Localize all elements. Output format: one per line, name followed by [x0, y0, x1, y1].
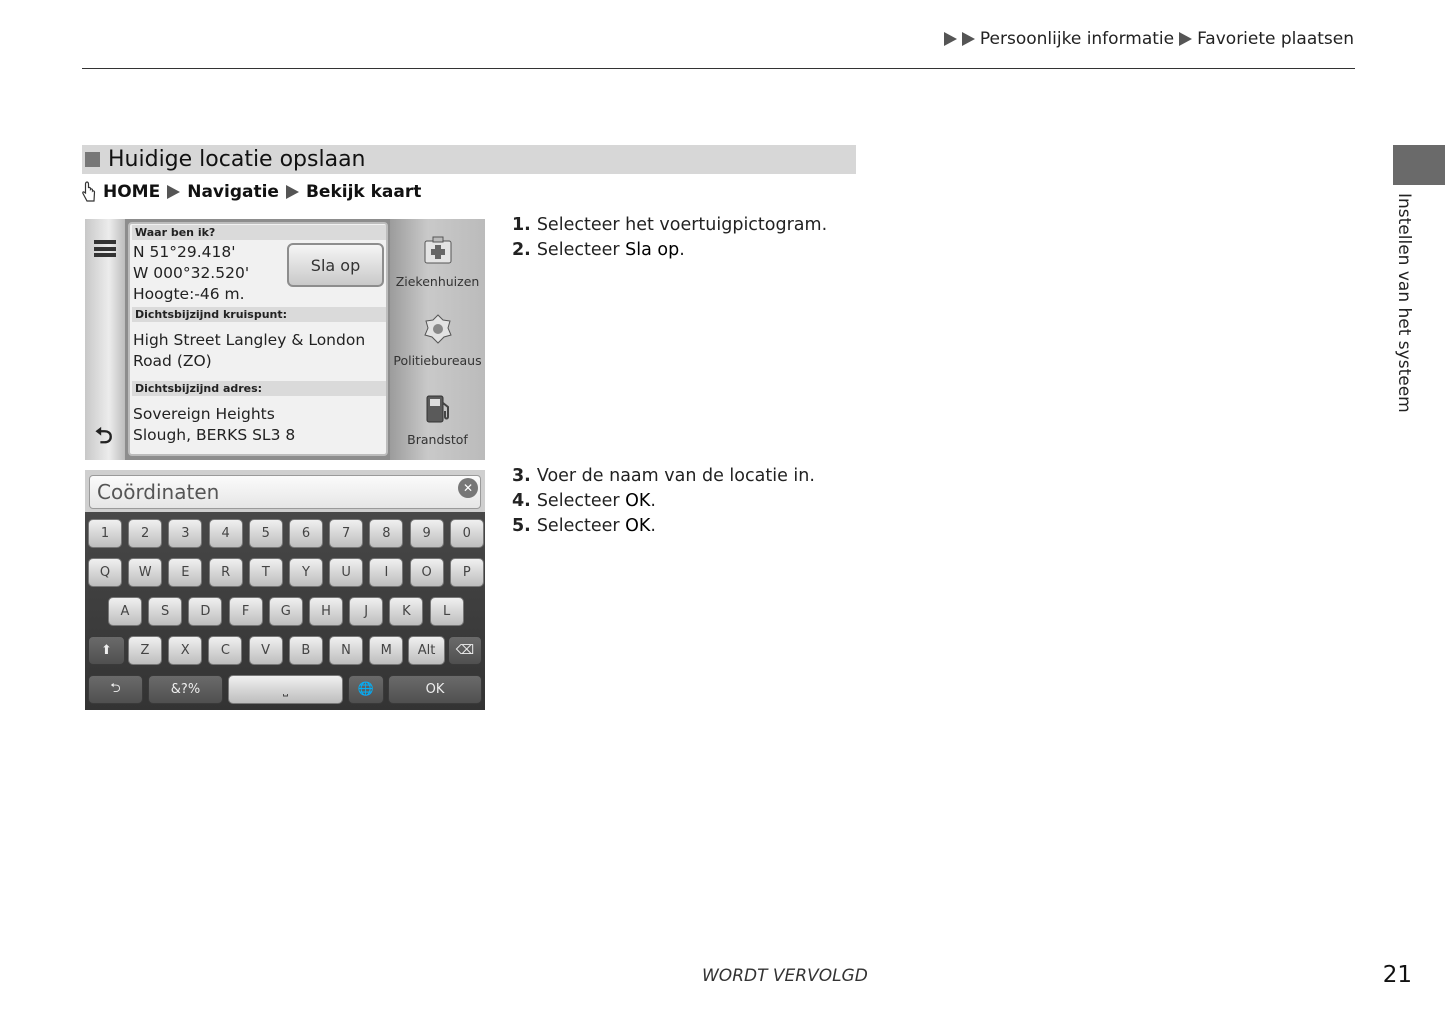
key-0[interactable]: 0 [450, 519, 484, 548]
key-b[interactable]: B [289, 636, 323, 665]
key-1[interactable]: 1 [88, 519, 122, 548]
key-x[interactable]: X [168, 636, 202, 665]
key-j[interactable]: J [349, 597, 383, 626]
chapter-tab [1393, 145, 1445, 185]
key-y[interactable]: Y [289, 558, 323, 587]
key-h[interactable]: H [309, 597, 343, 626]
key-4[interactable]: 4 [209, 519, 243, 548]
steps-group-2 [512, 464, 815, 539]
key-o[interactable]: O [410, 558, 444, 587]
backspace-icon: ⌫ [455, 643, 475, 658]
poi-label: Brandstof [407, 432, 468, 447]
fuel-pump-icon [421, 391, 455, 425]
key-c[interactable]: C [208, 636, 242, 665]
input-bar [85, 470, 485, 512]
page-number: 21 [1382, 962, 1412, 988]
chapter-label: Instellen van het systeem [1394, 193, 1414, 413]
key-7[interactable]: 7 [329, 519, 363, 548]
language-key[interactable] [348, 675, 384, 704]
nearest-intersection-header: Dichtsbijzijnd kruispunt: [132, 307, 386, 322]
intersection-line1: High Street Langley & London [133, 331, 366, 349]
key-p[interactable]: P [450, 558, 484, 587]
triangle-right-icon [167, 185, 180, 199]
back-arrow-icon[interactable]: ⮌ [95, 424, 113, 449]
keyboard-screenshot [85, 470, 485, 710]
section-title: Huidige locatie opslaan [108, 147, 366, 172]
menu-icon[interactable] [94, 240, 116, 257]
back-key[interactable] [88, 675, 143, 704]
key-q[interactable]: Q [88, 558, 122, 587]
header-breadcrumb [944, 29, 1354, 49]
symbols-key[interactable]: &?% [148, 675, 223, 704]
poi-hospitals[interactable] [390, 233, 485, 289]
key-r[interactable]: R [209, 558, 243, 587]
police-badge-icon [421, 312, 455, 346]
key-f[interactable]: F [229, 597, 263, 626]
step-5: 5. Selecteer OK. [512, 516, 656, 536]
where-am-i-screenshot [85, 219, 485, 460]
section-heading [82, 145, 856, 174]
key-a[interactable]: A [108, 597, 142, 626]
square-bullet-icon [85, 152, 100, 167]
where-am-i-header: Waar ben ik? [132, 225, 386, 240]
key-z[interactable]: Z [128, 636, 162, 665]
key-l[interactable]: L [430, 597, 464, 626]
step-4: 4. Selecteer OK. [512, 491, 656, 511]
poi-police[interactable] [390, 312, 485, 368]
backspace-key[interactable] [448, 636, 482, 665]
breadcrumb-item-personal-info[interactable]: Persoonlijke informatie [979, 29, 1175, 49]
menu-path-home: HOME [103, 182, 161, 202]
breadcrumb-item-favorites[interactable]: Favoriete plaatsen [1197, 29, 1354, 49]
key-m[interactable]: M [369, 636, 403, 665]
key-n[interactable]: N [329, 636, 363, 665]
key-w[interactable]: W [128, 558, 162, 587]
alt-key[interactable]: Alt [408, 636, 445, 665]
key-8[interactable]: 8 [369, 519, 403, 548]
space-bar-icon: ⎵ [282, 682, 289, 697]
key-u[interactable]: U [329, 558, 363, 587]
key-5[interactable]: 5 [249, 519, 283, 548]
menu-path-view-map: Bekijk kaart [305, 182, 422, 202]
address-line2: Slough, BERKS SL3 8 [133, 426, 296, 444]
steps-group-1 [512, 213, 827, 263]
key-9[interactable]: 9 [410, 519, 444, 548]
back-arrow-icon: ⮌ [110, 680, 121, 696]
key-2[interactable]: 2 [128, 519, 162, 548]
header-divider [82, 68, 1355, 69]
key-s[interactable]: S [148, 597, 182, 626]
menu-path [82, 181, 421, 203]
globe-icon: 🌐 [357, 682, 375, 697]
key-t[interactable]: T [249, 558, 283, 587]
key-6[interactable]: 6 [289, 519, 323, 548]
hospital-icon [421, 233, 455, 267]
finger-touch-icon [82, 181, 96, 203]
key-k[interactable]: K [389, 597, 423, 626]
key-e[interactable]: E [168, 558, 202, 587]
menu-path-navigation: Navigatie [187, 182, 279, 202]
triangle-right-icon [944, 32, 957, 46]
altitude-value: Hoogte:-46 m. [133, 285, 245, 303]
triangle-right-icon [1179, 32, 1192, 46]
triangle-right-icon [962, 32, 975, 46]
key-3[interactable]: 3 [168, 519, 202, 548]
shift-key[interactable] [88, 636, 125, 665]
key-v[interactable]: V [249, 636, 283, 665]
poi-label: Ziekenhuizen [395, 274, 480, 289]
intersection-line2: Road (ZO) [133, 352, 212, 370]
key-d[interactable]: D [188, 597, 222, 626]
longitude-value: W 000°32.520' [133, 264, 250, 282]
key-i[interactable]: I [369, 558, 403, 587]
key-g[interactable]: G [269, 597, 303, 626]
triangle-right-icon [286, 185, 299, 199]
space-key[interactable] [228, 675, 343, 704]
location-info-panel [128, 222, 388, 456]
name-input[interactable]: Coördinaten [89, 475, 481, 509]
step-1: 1. Selecteer het voertuigpictogram. [512, 215, 828, 235]
poi-fuel[interactable] [390, 391, 485, 447]
address-line1: Sovereign Heights [133, 405, 275, 423]
save-button[interactable]: Sla op [287, 243, 384, 287]
ok-key[interactable]: OK [388, 675, 482, 704]
left-toolbar [85, 219, 125, 460]
poi-label: Politiebureaus [393, 353, 482, 368]
arrow-up-icon: ⬆ [101, 643, 112, 658]
clear-input-icon[interactable]: ✕ [458, 478, 478, 498]
latitude-value: N 51°29.418' [133, 243, 236, 261]
step-3: 3. Voer de naam van de locatie in. [512, 466, 815, 486]
step-2: 2. Selecteer Sla op. [512, 240, 685, 260]
nearest-address-header: Dichtsbijzijnd adres: [132, 381, 386, 396]
continued-note: WORDT VERVOLGD [702, 966, 868, 986]
